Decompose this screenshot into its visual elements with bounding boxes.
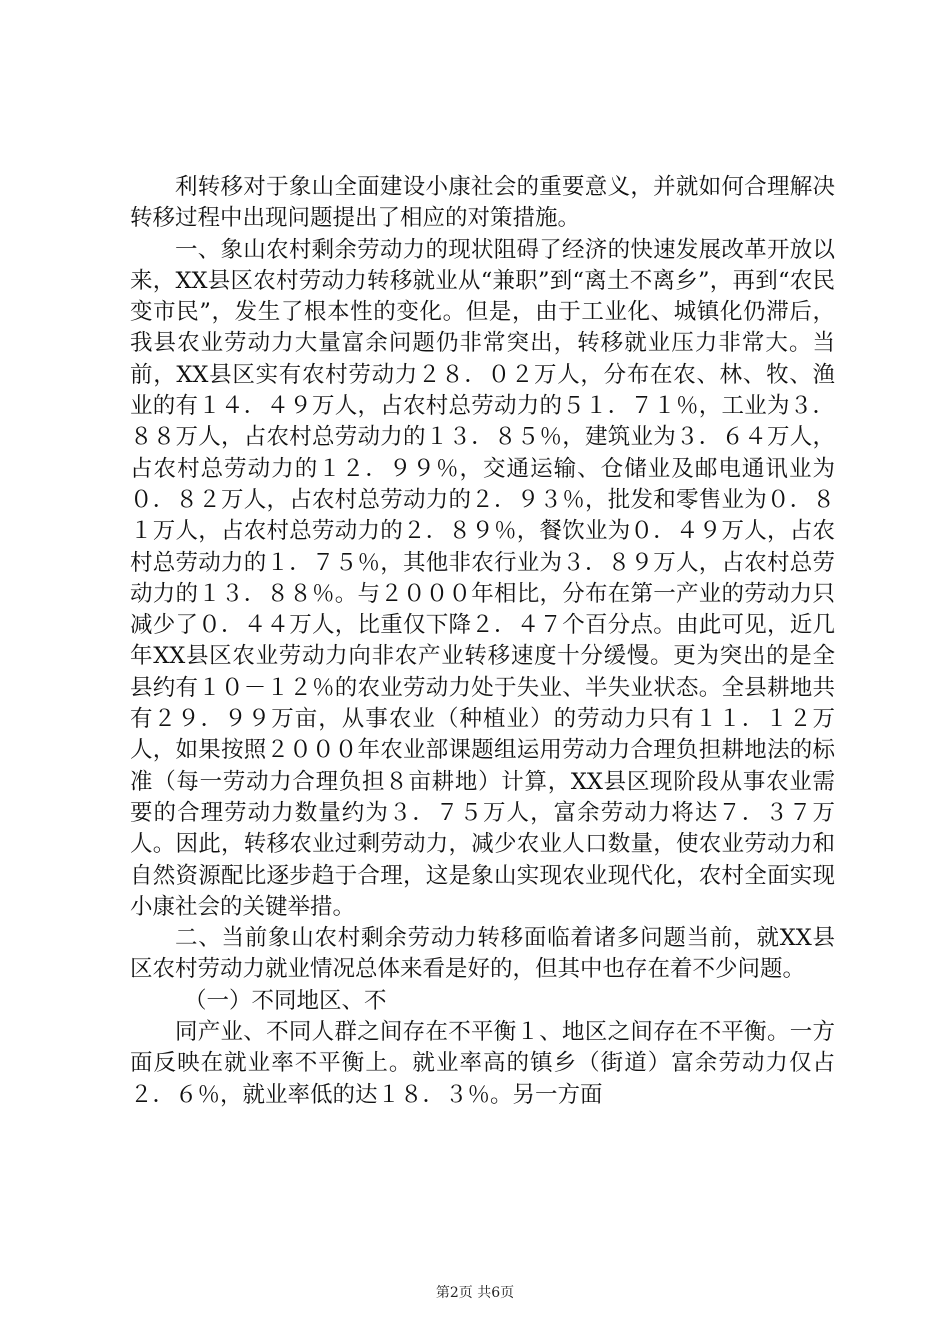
paragraph-3: 二、当前象山农村剩余劳动力转移面临着诸多问题当前，就XX县区农村劳动力就业情况总体来看是好的，但其中也存在着不少问题。 (130, 925, 835, 983)
paragraph-4: 同产业、不同人群之间存在不平衡１、地区之间存在不平衡。一方面反映在就业率不平衡上。就业率高的镇乡（街道）富余劳动力仅占２．６％，就业率低的达１８．３％。另一方面 (130, 1019, 835, 1108)
section-heading: （一）不同地区、不 (184, 987, 387, 1014)
document-body (130, 172, 835, 1111)
page-footer: 第2页 共6页 (435, 1285, 515, 1301)
paragraph-1: 利转移对于象山全面建设小康社会的重要意义，并就如何合理解决转移过程中出现问题提出了相应的对策措施。 (130, 174, 835, 232)
paragraph-2: 一、象山农村剩余劳动力的现状阻碍了经济的快速发展改革开放以来，XX县区农村劳动力转移就业从“兼职”到“离土不离乡”，再到“农民变市民”，发生了根本性的变化。但是，由于工业化、城镇化仍滞后，我县农业劳动力大量富余问题仍非常突出，转移就业压力非常大。当前，XX县区实有农村劳动力２８．０２万人，分布在农、林、牧、渔业的有１４．４９万人，占农村总劳动力的５１．７１％，工业为３．８８万人，占农村总劳动力的１３．８５％，建筑业为３．６４万人，占农村总劳动力的１２．９９％，交通运输、仓储业及邮电通讯业为０．８２万人，占农村总劳动力的２．９３％，批发和零售业为０．８１万人，占农村总劳动力的２．８９％，餐饮业为０．４９万人，占农村总劳动力的１．７５％，其他非农行业为３．８９万人，占农村总劳动力的１３．８８％。与２０００年相比，分布在第一产业的劳动力只减少了０．４４万人，比重仅下降２．４７个百分点。由此可见，近几年XX县区农业劳动力向非农产业转移速度十分缓慢。更为突出的是全县约有１０－１２％的农业劳动力处于失业、半失业状态。全县耕地共有２９．９９万亩，从事农业（种植业）的劳动力只有１１．１２万人，如果按照２０００年农业部课题组运用劳动力合理负担耕地法的标准（每一劳动力合理负担８亩耕地）计算，XX县区现阶段从事农业需要的合理劳动力数量约为３．７５万人，富余劳动力将达７．３７万人。因此，转移农业过剩劳动力，减少农业人口数量，使农业劳动力和自然资源配比逐步趋于合理，这是象山实现农业现代化，农村全面实现小康社会的关键举措。 (130, 236, 835, 920)
